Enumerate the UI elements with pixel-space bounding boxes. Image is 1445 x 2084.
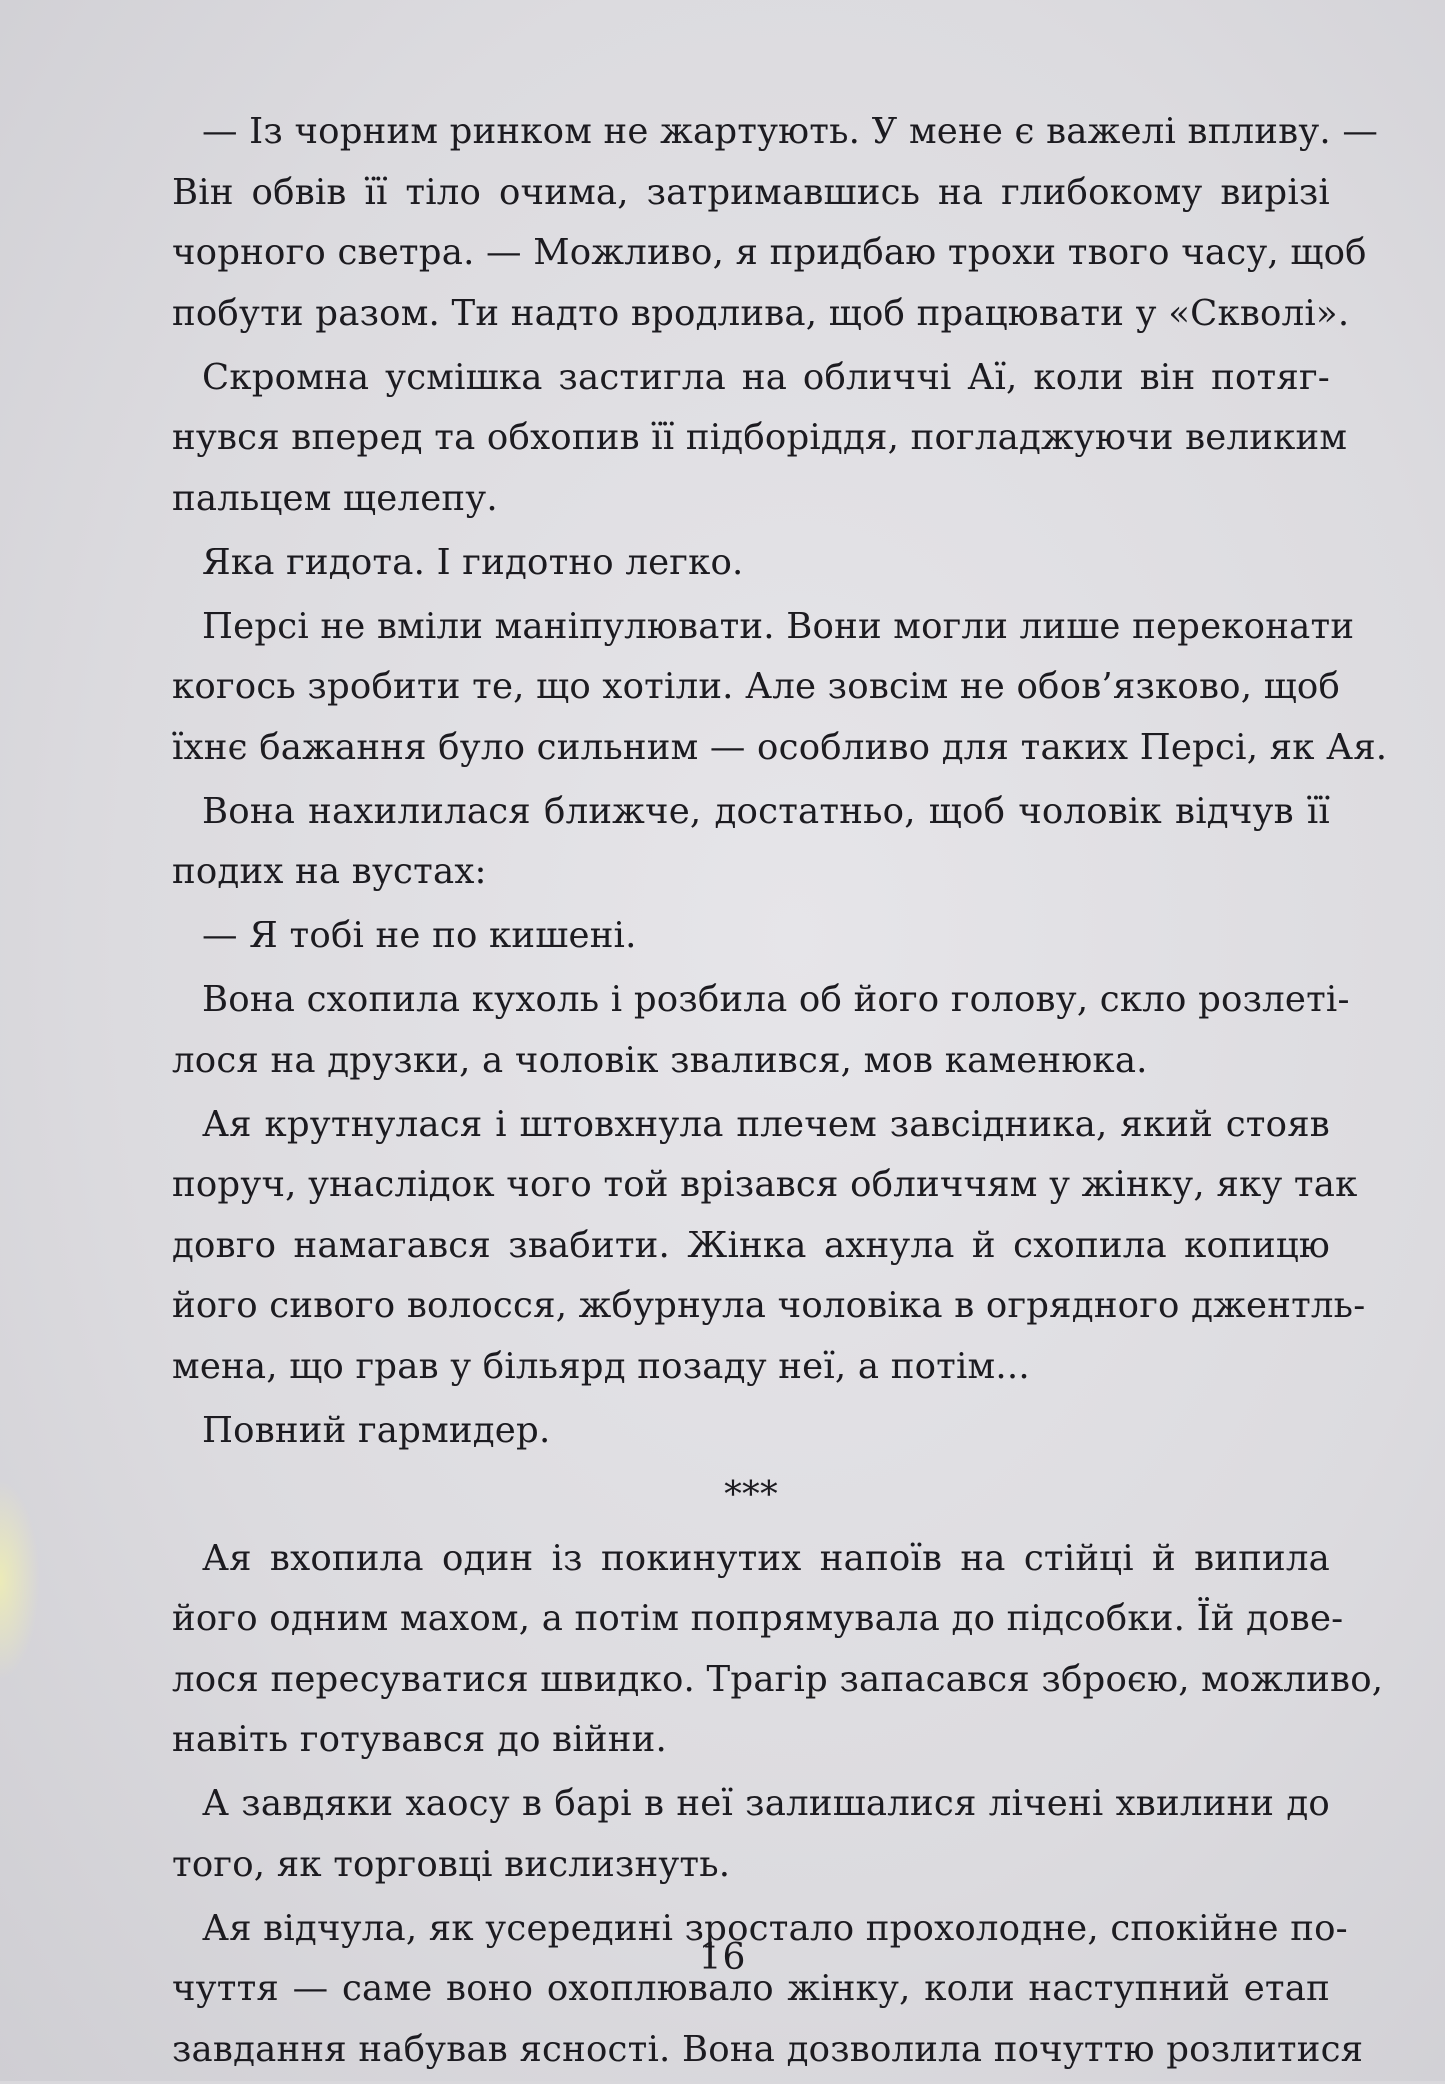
- text-line: мена, що грав у більярд позаду неї, а потім...: [172, 1345, 1030, 1387]
- text-line: поруч, унаслідок чого той врізався обличчям у жінку, яку так: [172, 1164, 1358, 1205]
- text-line: Він обвів її тіло очима, затримавшись на глибокому вирізі: [172, 171, 1330, 213]
- text-line: А завдяки хаосу в барі в неї залишалися лічені хвилини до: [202, 1783, 1330, 1824]
- paragraph: [172, 102, 1379, 344]
- paragraph: [172, 1899, 1364, 2081]
- text-line: нувся вперед та обхопив її підборіддя, погладжуючи великим: [172, 417, 1348, 458]
- text-line: чорного светра. — Можливо, я придбаю трохи твого часу, щоб: [172, 232, 1367, 273]
- body-text: [172, 102, 1388, 2084]
- section-break: [172, 1465, 1330, 1526]
- text-line: Яка гидота. І гидотно легко.: [202, 541, 744, 583]
- text-line: побути разом. Ти надто вродлива, щоб працювати у «Скволі».: [172, 292, 1350, 334]
- paragraph: [172, 1774, 1330, 1895]
- text-line: довго намагався звабити. Жінка ахнула й схопила копицю: [172, 1224, 1330, 1266]
- text-line: Повний гармидер.: [202, 1409, 551, 1451]
- text-line: Ая вхопила один із покинутих напоїв на стійці й випила: [202, 1537, 1330, 1579]
- text-line: Персі не вміли маніпулювати. Вони могли лише переконати: [202, 605, 1355, 647]
- text-line: Вона нахилилася ближче, достатньо, щоб чоловік відчув її: [202, 790, 1330, 832]
- text-line: лося пересуватися швидко. Трагір запасався зброєю, можливо,: [172, 1658, 1384, 1700]
- paragraph: [172, 348, 1348, 530]
- paragraph: [172, 597, 1388, 779]
- text-line: — Із чорним ринком не жартують. У мене є важелі впливу. —: [202, 111, 1379, 152]
- text-line: їхнє бажання було сильним — особливо для таких Персі, як Ая.: [172, 726, 1388, 768]
- paragraph: [172, 1401, 1330, 1462]
- paper-stain: [0, 1480, 40, 1680]
- text-line: завдання набував ясності. Вона дозволила почуттю розлитися: [172, 2028, 1364, 2070]
- text-line: лося на друзки, а чоловік звалився, мов каменюка.: [172, 1039, 1148, 1081]
- text-line: — Я тобі не по кишені.: [202, 915, 637, 956]
- paragraph: [172, 533, 1330, 594]
- text-line: Ая відчула, як усередині зростало прохолодне, спокійне по-: [202, 1907, 1348, 1949]
- paragraph: [172, 1095, 1366, 1398]
- text-line: його сивого волосся, жбурнула чоловіка в огрядного джентль-: [172, 1285, 1366, 1326]
- text-line: навіть готувався до війни.: [172, 1719, 667, 1760]
- text-line: когось зробити те, що хотіли. Але зовсім не обов’язково, щоб: [172, 666, 1341, 707]
- page-number: 16: [698, 1937, 747, 1978]
- paragraph: [172, 970, 1350, 1091]
- text-line: подих на вустах:: [172, 851, 487, 892]
- text-line: чуття — саме воно охоплювало жінку, коли наступний етап: [172, 1968, 1330, 2009]
- text-line: пальцем щелепу.: [172, 477, 498, 519]
- text-line: того, як торговці вислизнуть.: [172, 1843, 731, 1885]
- paragraph: [172, 782, 1330, 903]
- text-line: Ая крутнулася і штовхнула плечем завсідника, який стояв: [202, 1103, 1330, 1145]
- paragraph: [172, 1529, 1384, 1771]
- text-line: ***: [724, 1473, 778, 1515]
- text-line: Вона схопила кухоль і розбила об його голову, скло розлеті-: [202, 979, 1350, 1020]
- paragraph: [172, 906, 1330, 967]
- text-line: його одним махом, а потім попрямувала до підсобки. Їй дове-: [172, 1598, 1344, 1639]
- text-line: Скромна усмішка застигла на обличчі Аї, коли він потяг-: [202, 356, 1330, 398]
